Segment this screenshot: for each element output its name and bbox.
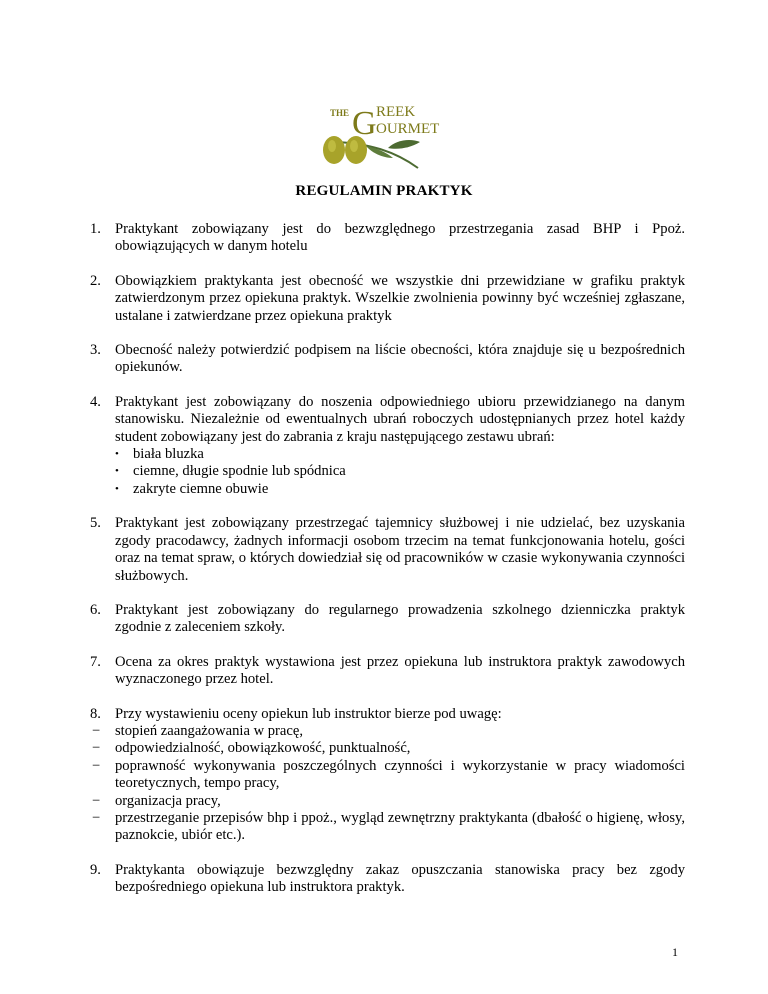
- criteria-item: − odpowiedzialność, obowiązkowość, punktualność,: [92, 740, 411, 757]
- rule-item: [90, 602, 685, 637]
- rule-item: [90, 273, 685, 325]
- rule-number: 6.: [90, 601, 101, 618]
- rule-text: Praktykant jest zobowiązany do regularnego prowadzenia szkolnego dzienniczka praktyk zgodnie z zaleceniem szkoły.: [115, 601, 685, 636]
- dash-icon: −: [92, 740, 101, 757]
- rule-text: Obowiązkiem praktykanta jest obecność we wszystkie dni przewidziane w grafiku praktyk zatwierdzonym przez opiekuna praktyk. Wszelkie zwolnienia powinny być wcześniej zgłaszane, ustalane i zatwierdzane przez opiekuna praktyk: [115, 272, 685, 324]
- bullet-icon: •: [115, 465, 119, 478]
- logo-line1: REEK: [376, 104, 416, 120]
- dash-icon: −: [92, 792, 101, 809]
- rule-number: 5.: [90, 515, 101, 532]
- rules-body: [90, 221, 685, 897]
- dash-icon: −: [92, 809, 101, 826]
- rule-number: 8.: [90, 705, 101, 722]
- logo-the: THE: [330, 108, 350, 118]
- rule-number: 1.: [90, 221, 101, 237]
- criteria-item: − przestrzeganie przepisów bhp i ppoż., wygląd zewnętrzny praktykanta (dbałość o higienę, włosy, paznokcie, ubiór etc.).: [92, 809, 685, 844]
- rule-text: Przy wystawieniu oceny opiekun lub instruktor bierze pod uwagę:: [115, 705, 502, 722]
- rule-number: 2.: [90, 272, 101, 289]
- rule-item: [90, 862, 685, 897]
- rule-number: 7.: [90, 653, 101, 670]
- rule-text: Praktykant zobowiązany jest do bezwzględnego przestrzegania zasad BHP i Ppoż. obowiązujących w danym hotelu: [115, 221, 685, 255]
- rule-number: 9.: [90, 861, 101, 878]
- rule-text: Obecność należy potwierdzić podpisem na liście obecności, która znajduje się u bezpośrednich opiekunów.: [115, 342, 685, 376]
- rule-item: [90, 515, 685, 585]
- logo-big-letter: G: [352, 105, 377, 142]
- dash-icon: −: [92, 757, 101, 774]
- rule-text: Ocena za okres praktyk wystawiona jest przez opiekuna lub instruktora praktyk zawodowych wyznaczonego przez hotel.: [115, 653, 685, 688]
- dash-icon: −: [92, 722, 101, 739]
- rule-item: [90, 706, 685, 845]
- rule-item: [90, 654, 685, 689]
- rule-text: Praktykant jest zobowiązany przestrzegać tajemnicy służbowej i nie udzielać, bez uzyskania zgody pracodawcy, żadnych informacji osobom trzecim na temat funkcjonowania hotelu, gości oraz na temat spraw, o których dowiedział się od pracowników w czasie wykonywania czynności służbowych.: [115, 515, 685, 584]
- clothing-item: • ciemne, długie spodnie lub spódnica: [115, 463, 346, 480]
- rule-item: [90, 394, 685, 498]
- rule-number: 3.: [90, 342, 101, 359]
- clothing-item: • biała bluzka: [115, 446, 204, 463]
- rule-text: Praktykant jest zobowiązany do noszenia odpowiedniego ubioru przewidzianego na danym stanowisku. Niezależnie od ewentualnych ubrań roboczych udostępnianych przez hotel każdy student zobowiązany jest do zabrania z kraju następującego zestawu ubrań:: [115, 393, 685, 445]
- logo-line2: OURMET: [376, 121, 440, 137]
- rules-list: [90, 221, 685, 897]
- bullet-icon: •: [115, 482, 119, 495]
- criteria-item: − poprawność wykonywania poszczególnych czynności i wykorzystanie w pracy wiadomości teoretycznych, tempo pracy,: [92, 757, 685, 792]
- criteria-item: − organizacja pracy,: [92, 792, 221, 809]
- clothing-list: [115, 446, 685, 498]
- criteria-list: [92, 722, 685, 845]
- rule-number: 4.: [90, 393, 101, 410]
- document-title: REGULAMIN PRAKTYK: [295, 183, 473, 199]
- criteria-item: − stopień zaangażowania w pracę,: [92, 722, 304, 739]
- bullet-icon: •: [115, 448, 119, 461]
- rule-item: [90, 342, 685, 377]
- greek-gourmet-logo: [318, 102, 468, 170]
- rule-text: Praktykanta obowiązuje bezwzględny zakaz opuszczania stanowiska pracy bez zgody bezpośredniego opiekuna lub instruktora praktyk.: [115, 861, 685, 896]
- rule-item: [90, 221, 685, 256]
- page-number: 1: [672, 945, 678, 959]
- clothing-item: • zakryte ciemne obuwie: [115, 480, 269, 497]
